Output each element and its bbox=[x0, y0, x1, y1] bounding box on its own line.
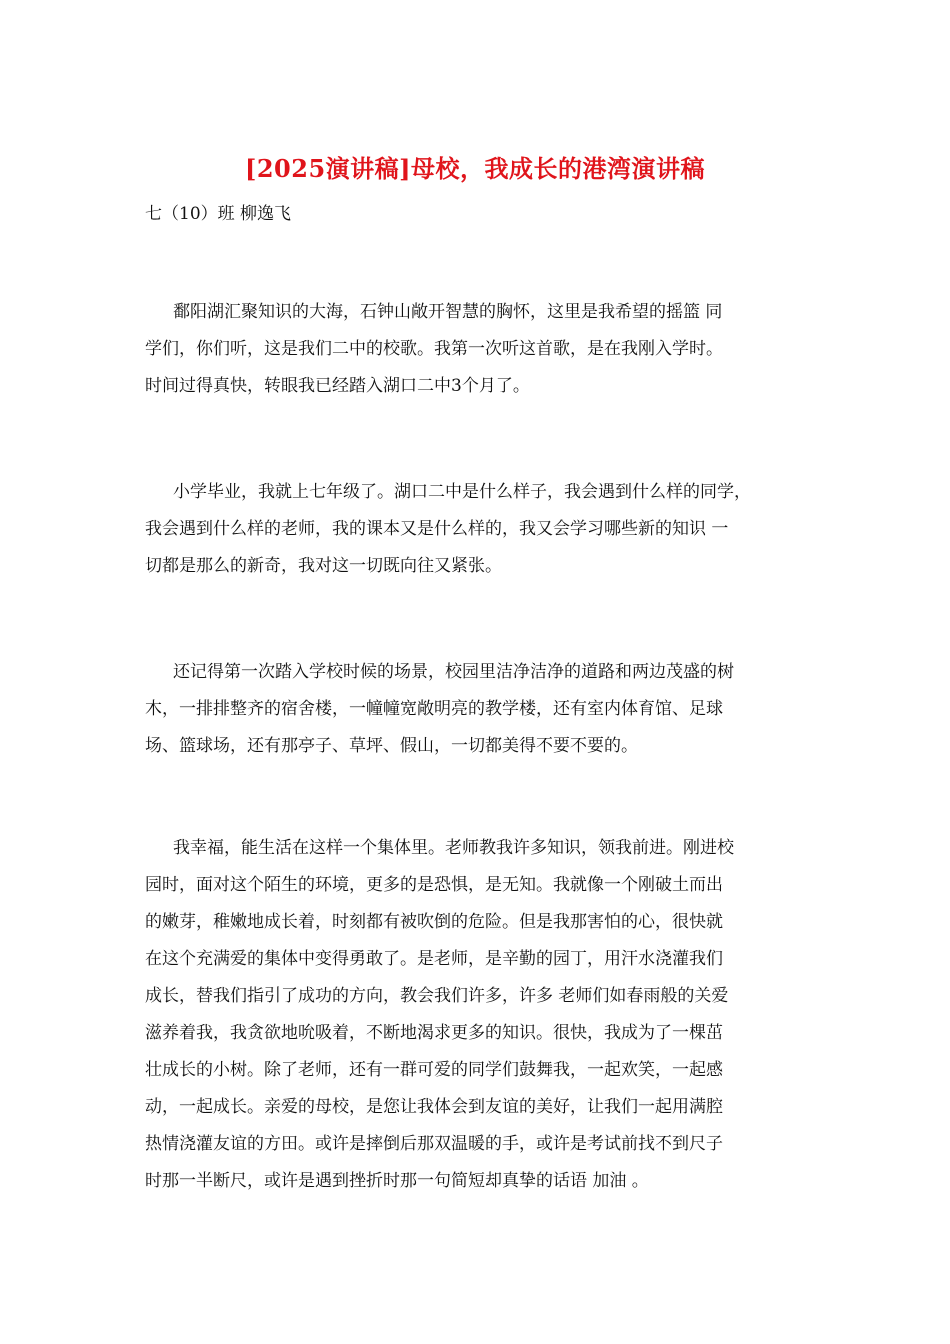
paragraph-line: 时那一半断尺，或许是遇到挫折时那一句简短却真挚的话语 加油 。 bbox=[145, 1171, 649, 1191]
paragraph-line: 在这个充满爱的集体中变得勇敢了。是老师，是辛勤的园丁，用汗水浇灌我们 bbox=[145, 949, 723, 969]
paragraph-line: 鄱阳湖汇聚知识的大海，石钟山敞开智慧的胸怀，这里是我希望的摇篮 同 bbox=[173, 302, 723, 322]
paragraph-line: 成长，替我们指引了成功的方向，教会我们许多，许多 老师们如春雨般的关爱 bbox=[145, 986, 729, 1006]
paragraph-line: 时间过得真快，转眼我已经踏入湖口二中3个月了。 bbox=[145, 376, 530, 396]
paragraph-line: 还记得第一次踏入学校时候的场景，校园里洁净洁净的道路和两边茂盛的树 bbox=[173, 662, 734, 682]
paragraph-line: 木，一排排整齐的宿舍楼，一幢幢宽敞明亮的教学楼，还有室内体育馆、足球 bbox=[145, 699, 723, 719]
paragraph-line: 我幸福，能生活在这样一个集体里。老师教我许多知识，领我前进。刚进校 bbox=[173, 838, 734, 858]
paragraph-line: 学们，你们听，这是我们二中的校歌。我第一次听这首歌，是在我刚入学时。 bbox=[145, 339, 723, 359]
paragraph-line: 滋养着我，我贪欲地吮吸着，不断地渴求更多的知识。很快，我成为了一棵茁 bbox=[145, 1023, 723, 1043]
paragraph-3 bbox=[145, 654, 810, 765]
paragraph-2 bbox=[145, 474, 810, 585]
paragraph-line: 小学毕业，我就上七年级了。湖口二中是什么样子，我会遇到什么样的同学， bbox=[173, 482, 751, 502]
paragraph-4 bbox=[145, 830, 810, 1200]
paragraph-line: 热情浇灌友谊的方田。或许是摔倒后那双温暖的手，或许是考试前找不到尺子 bbox=[145, 1134, 723, 1154]
paragraph-line: 壮成长的小树。除了老师，还有一群可爱的同学们鼓舞我，一起欢笑，一起感 bbox=[145, 1060, 723, 1080]
paragraph-line: 园时，面对这个陌生的环境，更多的是恐惧，是无知。我就像一个刚破土而出 bbox=[145, 875, 723, 895]
paragraph-line: 场、篮球场，还有那亭子、草坪、假山，一切都美得不要不要的。 bbox=[145, 736, 638, 756]
paragraph-line: 我会遇到什么样的老师，我的课本又是什么样的，我又会学习哪些新的知识 一 bbox=[145, 519, 729, 539]
paragraph-1 bbox=[145, 294, 810, 405]
author-byline: 七（10）班 柳逸飞 bbox=[145, 204, 292, 224]
paragraph-line: 动，一起成长。亲爱的母校，是您让我体会到友谊的美好，让我们一起用满腔 bbox=[145, 1097, 723, 1117]
paragraph-line: 的嫩芽，稚嫩地成长着，时刻都有被吹倒的危险。但是我那害怕的心，很快就 bbox=[145, 912, 723, 932]
document-title: [2025演讲稿]母校，我成长的港湾演讲稿 bbox=[244, 154, 705, 183]
paragraph-line: 切都是那么的新奇，我对这一切既向往又紧张。 bbox=[145, 556, 502, 576]
